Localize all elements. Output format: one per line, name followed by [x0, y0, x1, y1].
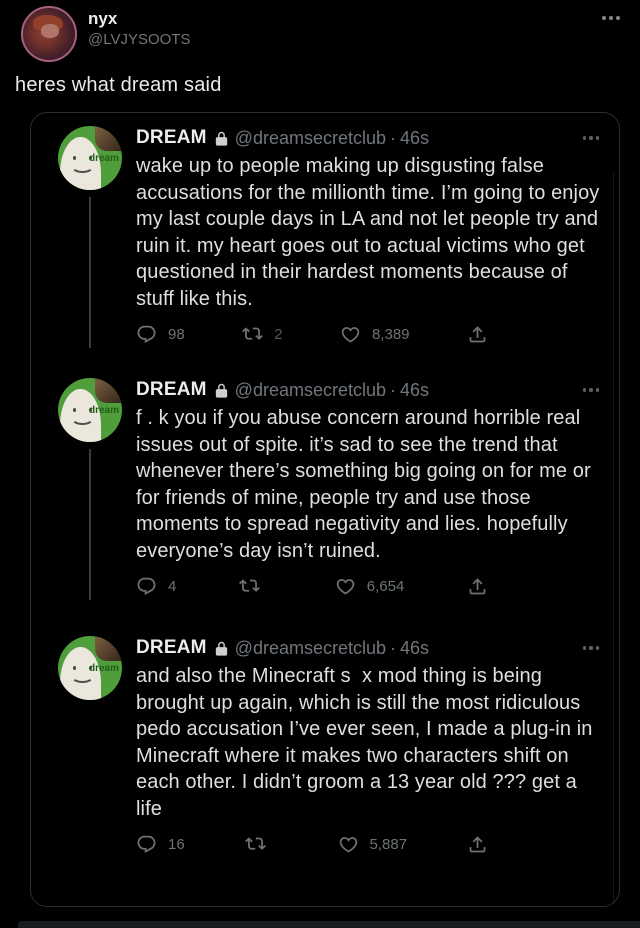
heart-icon [335, 576, 356, 597]
retweet-count: 2 [274, 326, 283, 343]
tweet-timestamp[interactable]: 46s [400, 127, 430, 148]
tweet-text: wake up to people making up disgusting false accusations for the millionth time. I’m going to enjoy my last couple days in LA and not let people try and ruin it. my heart goes out to actual victims who get questioned in their hardest moments because of stuff like this. [136, 155, 606, 310]
share-button[interactable] [467, 324, 488, 345]
tweet-actions [136, 321, 488, 348]
meta-separator: · [390, 379, 397, 400]
tweet-timestamp[interactable]: 46s [400, 637, 430, 658]
tweet-author-name[interactable]: DREAM [136, 637, 207, 658]
tweet-more-icon[interactable] [580, 388, 600, 392]
nyx-avatar[interactable] [21, 6, 77, 62]
dream-avatar[interactable] [58, 378, 122, 442]
tweet-3 [58, 636, 603, 858]
reply-count: 4 [168, 578, 177, 595]
reply-count: 98 [168, 326, 185, 343]
lock-icon [213, 130, 230, 147]
tweet-header [136, 637, 603, 659]
avatar-dream-label: dream [88, 663, 119, 674]
tweet-timestamp[interactable]: 46s [400, 379, 430, 400]
like-count: 5,887 [369, 836, 408, 853]
avatar-dream-label: dream [88, 405, 119, 416]
tweet-actions [136, 573, 488, 600]
retweet-icon [242, 324, 263, 345]
avatar-dream-label: dream [88, 153, 119, 164]
retweet-icon [239, 576, 260, 597]
screenshot-edge-line [613, 173, 614, 907]
reply-icon [136, 576, 157, 597]
reply-icon [136, 324, 157, 345]
avatar-column [58, 636, 122, 858]
post-caption: heres what dream said [15, 74, 222, 96]
tweet-actions [136, 831, 488, 858]
cat-image-patch [95, 126, 122, 151]
avatar-column [58, 126, 122, 348]
tweet-author-handle[interactable]: @dreamsecretclub [234, 127, 387, 148]
retweet-button[interactable] [242, 324, 282, 345]
author-handle[interactable]: @LVJYSOOTS [88, 31, 191, 48]
reply-button[interactable] [136, 834, 185, 855]
tweet-header [136, 379, 603, 401]
tweet-text: f . k you if you abuse concern around horrible real issues out of spite. it’s sad to see the trend that whenever there’s something big going on for me or for friends of mine, people try and use those moments to spread negativity and lies. hopefully everyone’s day isn’t ruined. [136, 407, 597, 562]
thread-connector-line [89, 197, 91, 348]
tweet-author-name[interactable]: DREAM [136, 379, 207, 400]
tweet-2 [58, 378, 603, 636]
share-icon [467, 834, 488, 855]
reply-count: 16 [168, 836, 185, 853]
tweet-author-handle[interactable]: @dreamsecretclub [234, 379, 387, 400]
like-button[interactable] [335, 576, 405, 597]
heart-icon [338, 834, 359, 855]
avatar-column [58, 378, 122, 600]
tweet-1 [58, 126, 606, 378]
share-button[interactable] [467, 834, 488, 855]
heart-icon [340, 324, 361, 345]
retweet-button[interactable] [239, 576, 272, 597]
like-count: 8,389 [371, 326, 410, 343]
tweet-text: and also the Minecraft s x mod thing is being brought up again, which is still the most ridiculous pedo accusation I’ve ever seen, I made a plug-in in Minecraft where it makes two characters shift on each other. I didn’t groom a 13 year old ??? get a life [136, 665, 599, 820]
author-name[interactable]: nyx [88, 9, 118, 28]
like-button[interactable] [338, 834, 408, 855]
more-options-icon[interactable] [599, 16, 620, 20]
reply-icon [136, 834, 157, 855]
cat-image-patch [95, 378, 122, 403]
tweet-more-icon[interactable] [580, 646, 600, 650]
lock-icon [213, 640, 230, 657]
retweet-icon [245, 834, 266, 855]
meta-separator: · [390, 637, 397, 658]
tweet-author-handle[interactable]: @dreamsecretclub [234, 637, 387, 658]
reply-button[interactable] [136, 324, 185, 345]
author-block [88, 10, 190, 47]
meta-separator: · [390, 127, 397, 148]
reply-button[interactable] [136, 576, 176, 597]
dream-avatar[interactable] [58, 636, 122, 700]
lock-icon [213, 382, 230, 399]
share-button[interactable] [467, 576, 488, 597]
avatar-face-shape [41, 24, 59, 38]
dream-avatar[interactable] [58, 126, 122, 190]
share-icon [467, 576, 488, 597]
share-icon [467, 324, 488, 345]
embedded-tweet-screenshot[interactable] [30, 112, 620, 907]
like-button[interactable] [340, 324, 410, 345]
next-element-edge [18, 921, 640, 928]
like-count: 6,654 [366, 578, 405, 595]
tweet-author-name[interactable]: DREAM [136, 127, 207, 148]
tweet-more-icon[interactable] [580, 136, 600, 140]
cat-image-patch [95, 636, 122, 661]
tweet-header [136, 127, 603, 149]
retweet-button[interactable] [245, 834, 278, 855]
thread-connector-line [89, 449, 91, 600]
